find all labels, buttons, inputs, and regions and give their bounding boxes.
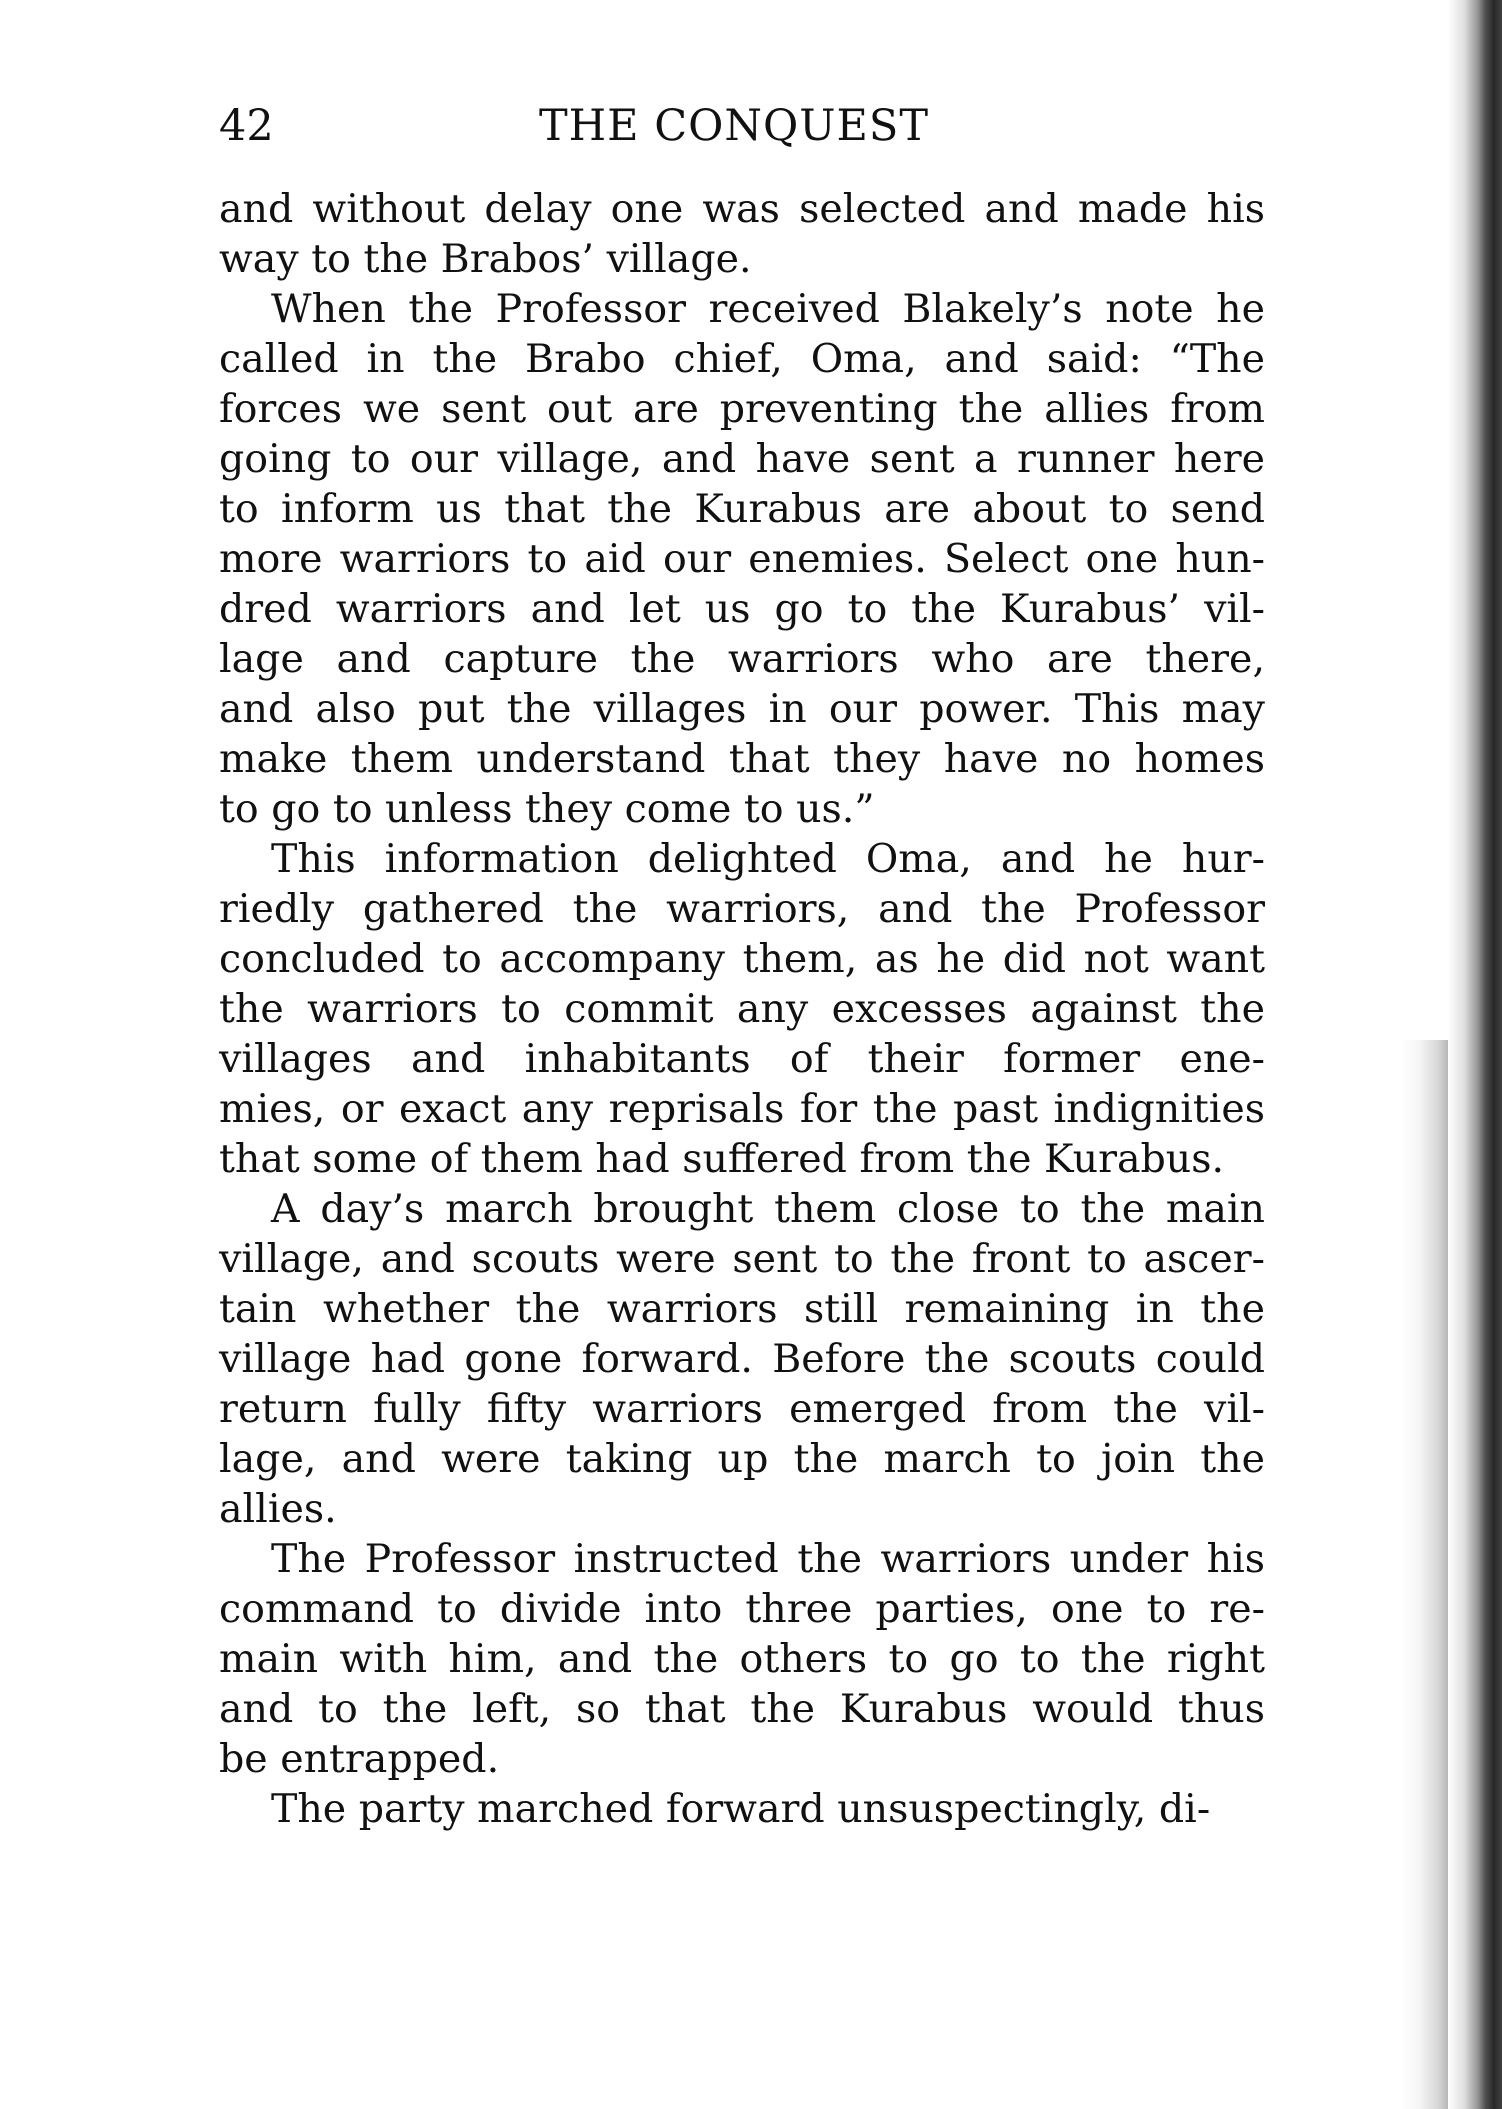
text-line: mies, or exact any reprisals for the past indignities — [219, 1086, 1265, 1132]
text-line: return fully fifty warriors emerged from the vil- — [219, 1386, 1265, 1432]
text-line: that some of them had suffered from the Kurabus. — [219, 1136, 1225, 1182]
text-line: village had gone forward. Before the scouts could — [219, 1336, 1265, 1382]
text-line: be entrapped. — [219, 1736, 500, 1782]
text-line: and without delay one was selected and made his — [219, 186, 1265, 232]
binding-shadow — [1400, 1040, 1448, 2109]
text-line: tain whether the warriors still remaining in the — [219, 1286, 1265, 1332]
text-line: This information delighted Oma, and he hur- — [271, 836, 1265, 882]
text-line: villages and inhabitants of their former ene- — [219, 1036, 1265, 1082]
binding-edge — [1448, 0, 1502, 2109]
text-line: When the Professor received Blakely’s note he — [271, 286, 1265, 332]
text-line: concluded to accompany them, as he did not want — [219, 936, 1265, 982]
text-line: A day’s march brought them close to the main — [271, 1186, 1265, 1232]
text-line: The party marched forward unsuspectingly, di- — [271, 1786, 1211, 1832]
text-line: to inform us that the Kurabus are about to send — [219, 486, 1265, 532]
text-line: forces we sent out are preventing the allies from — [219, 386, 1265, 432]
text-line: riedly gathered the warriors, and the Professor — [219, 886, 1265, 932]
text-line: way to the Brabos’ village. — [219, 236, 752, 282]
text-line: going to our village, and have sent a runner here — [219, 436, 1265, 482]
text-line: lage, and were taking up the march to join the — [219, 1436, 1265, 1482]
text-line: main with him, and the others to go to the right — [219, 1636, 1265, 1682]
text-line: dred warriors and let us go to the Kurabus’ vil- — [219, 586, 1265, 632]
text-line: the warriors to commit any excesses against the — [219, 986, 1265, 1032]
page-header — [219, 96, 1265, 156]
text-line: lage and capture the warriors who are there, — [219, 636, 1265, 682]
body-text — [219, 184, 1265, 1834]
text-line: command to divide into three parties, one to re- — [219, 1586, 1265, 1632]
page-number: 42 — [219, 101, 274, 151]
text-line: and also put the villages in our power. This may — [219, 686, 1265, 732]
text-line: called in the Brabo chief, Oma, and said: “The — [219, 336, 1265, 382]
text-line: and to the left, so that the Kurabus would thus — [219, 1686, 1265, 1732]
text-line: allies. — [219, 1486, 337, 1532]
running-title: THE CONQUEST — [539, 101, 930, 151]
text-line: make them understand that they have no homes — [219, 736, 1265, 782]
text-line: village, and scouts were sent to the front to ascer- — [219, 1236, 1265, 1282]
text-line: to go to unless they come to us.” — [219, 786, 875, 832]
text-line: The Professor instructed the warriors under his — [271, 1536, 1265, 1582]
text-line: more warriors to aid our enemies. Select one hun- — [219, 536, 1265, 582]
